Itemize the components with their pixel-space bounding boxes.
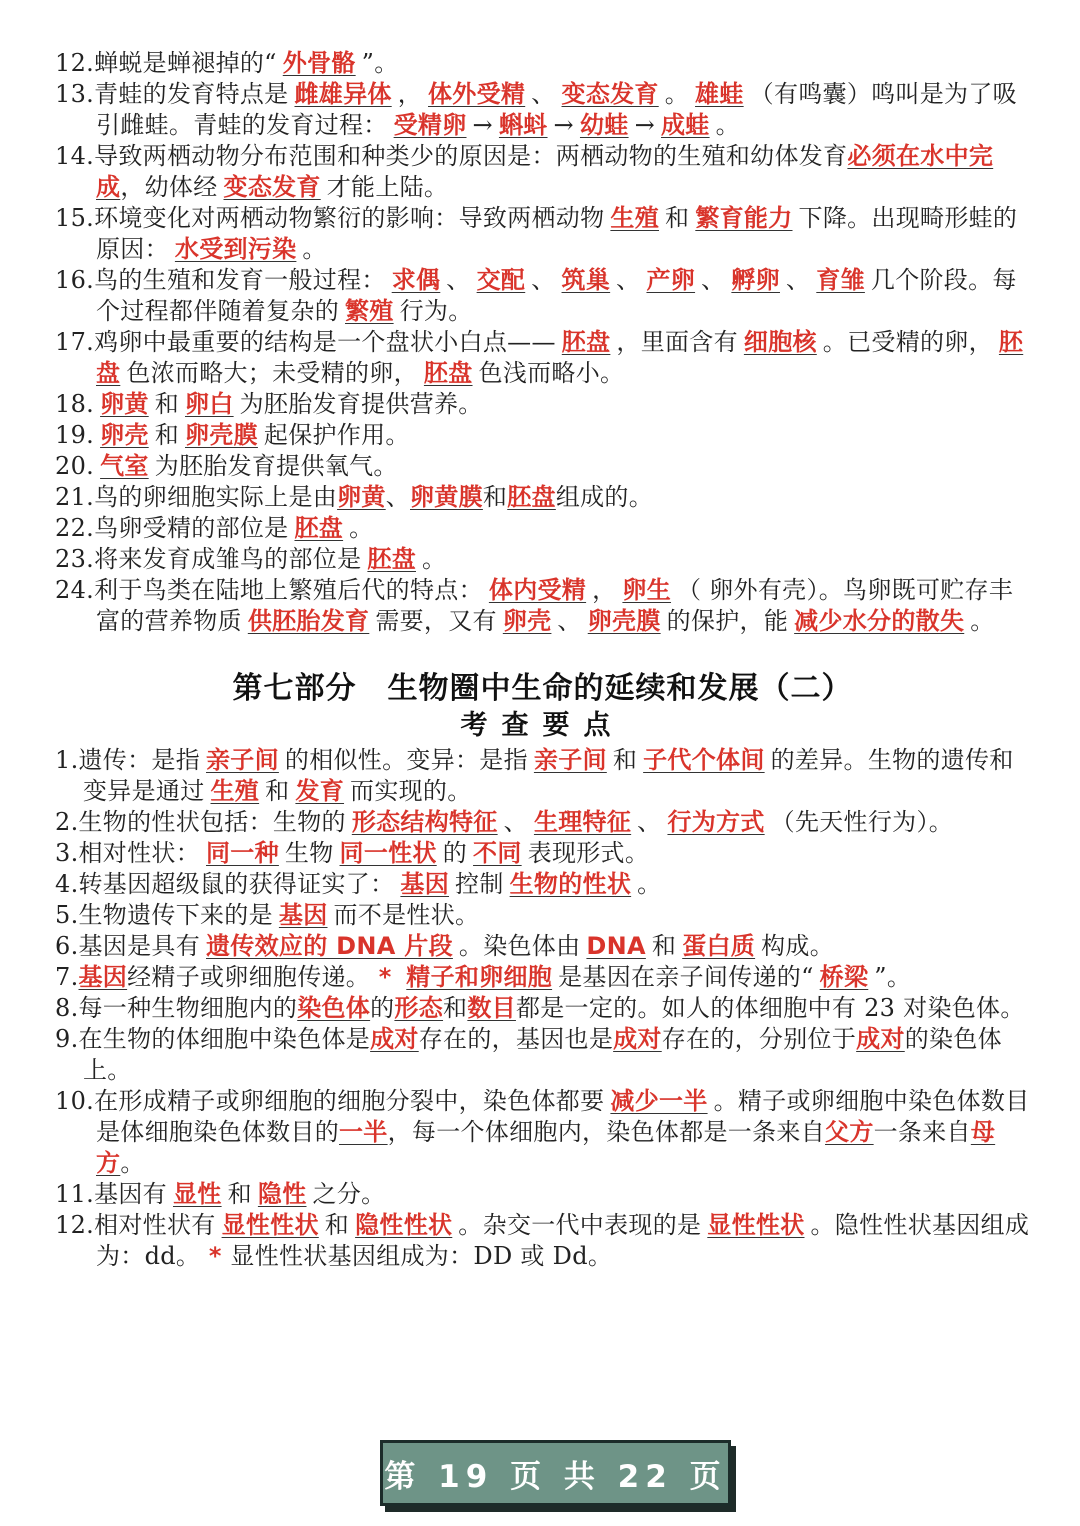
item-text: 、 (531, 80, 556, 108)
item-text: 控制 (455, 870, 504, 898)
item-number: 4. (55, 870, 79, 898)
item-text: 和 (482, 483, 508, 511)
answer-fill: 繁育能力 (695, 204, 793, 232)
item-text: ，里面含有 (616, 328, 738, 356)
item-text: 之分。 (312, 1180, 386, 1208)
list-item (55, 575, 1030, 637)
answer-fill: 基因 (400, 870, 450, 898)
answer-fill: 成蛙 (661, 111, 710, 139)
list-item (55, 48, 1030, 79)
item-text: 。 (120, 1149, 145, 1177)
item-text: 蝉蜕是蝉褪掉的“ (94, 49, 277, 77)
list-item (55, 807, 1030, 838)
item-number: 7. (55, 963, 79, 991)
list-item (55, 869, 1030, 900)
answer-fill: 隐性性状 (355, 1211, 453, 1239)
list-item (55, 1210, 1030, 1272)
list-item (55, 838, 1030, 869)
answer-fill: 卵白 (185, 390, 234, 418)
item-text: ， (397, 80, 422, 108)
star-marker: * (200, 1242, 231, 1270)
item-number: 11. (55, 1180, 95, 1208)
item-text: 和 (443, 994, 468, 1022)
item-text: 都是一定的。如人的体细胞中有 23 对染色体。 (515, 994, 1025, 1022)
answer-fill: 同一种 (206, 839, 279, 867)
answer-fill: 不同 (473, 839, 522, 867)
item-text: 和 (154, 421, 179, 449)
answer-fill: 繁殖 (345, 297, 394, 325)
list-item (55, 962, 1030, 993)
item-text: 在生物的体细胞中染色体是 (78, 1025, 371, 1053)
page-number-badge: 第 19 页 共 22 页 (380, 1440, 731, 1506)
item-number: 19. (55, 421, 95, 449)
answer-fill: 同一性状 (339, 839, 437, 867)
item-text: 导致两栖动物分布范围和种类少的原因是：两栖动物的生殖和幼体发育 (94, 142, 848, 170)
item-text: 和 (154, 390, 179, 418)
item-number: 2. (55, 808, 79, 836)
item-text: 存在的，分别位于 (661, 1025, 857, 1053)
item-text: 的保护，能 (666, 607, 789, 635)
item-text: 才能上陆。 (326, 173, 449, 201)
item-number: 13. (55, 80, 95, 108)
item-text: 、 (616, 266, 641, 294)
item-text: 。已受精的卵， (822, 328, 993, 356)
list-item (55, 482, 1030, 513)
item-text: 鸡卵中最重要的结构是一个盘状小白点—— (94, 328, 556, 356)
answer-fill: 幼蛙 (579, 111, 629, 139)
item-text: 和 (324, 1211, 350, 1239)
item-text: 和 (612, 746, 638, 774)
answer-fill: 供胚胎发育 (247, 607, 370, 635)
answer-fill: 胚盘 (561, 328, 611, 356)
answer-fill: 显性 (172, 1180, 222, 1208)
section-title: 第七部分 生物圈中生命的延续和发展（二） (232, 671, 853, 706)
list-item (55, 265, 1030, 327)
item-text: 、 (637, 808, 662, 836)
answer-fill: 显性性状 (221, 1211, 319, 1239)
answer-fill: 显性性状 (707, 1211, 805, 1239)
item-text: 构成。 (761, 932, 835, 960)
item-number: 22. (55, 514, 95, 542)
answer-fill: 形态结构特征 (351, 808, 498, 836)
answer-fill: 生理特征 (533, 808, 632, 836)
item-text: ，幼体经 (120, 173, 218, 201)
item-text: 、 (446, 266, 471, 294)
answer-fill: 产卵 (646, 266, 696, 294)
answer-fill: 水受到污染 (174, 235, 297, 263)
list-item (55, 745, 1030, 807)
answer-fill: 母方 (96, 1118, 996, 1177)
item-text: 生物 (284, 839, 334, 867)
item-text: ”。 (361, 49, 399, 77)
answer-fill: 基因 (78, 963, 128, 991)
item-text: 利于鸟类在陆地上繁殖后代的特点： (94, 576, 483, 604)
answer-fill: 行为方式 (667, 808, 765, 836)
item-text: 。 (349, 514, 374, 542)
item-text: 、 (531, 266, 556, 294)
list-item (55, 1024, 1030, 1086)
answer-fill: 成对 (856, 1025, 905, 1053)
answer-fill: 精子和卵细胞 (406, 963, 553, 991)
answer-fill: 卵黄 (100, 390, 149, 418)
answer-fill: 体外受精 (428, 80, 526, 108)
item-text: 基因是具有 (78, 932, 200, 960)
item-text: 生物遗传下来的是 (78, 901, 273, 929)
item-text: → (472, 111, 493, 139)
answer-fill: 数目 (467, 994, 516, 1022)
answer-fill: 卵壳 (100, 421, 149, 449)
answer-fill: 蛋白质 (682, 932, 756, 960)
answer-fill: 生殖 (610, 204, 659, 232)
item-text: 。隐性性状基因组成为：dd。 (96, 1211, 1030, 1270)
item-text: 鸟卵受精的部位是 (94, 514, 289, 542)
item-text: 表现形式。 (527, 839, 650, 867)
answer-fill: 求偶 (391, 266, 441, 294)
item-text: 、 (557, 607, 582, 635)
answer-fill: 蝌蚪 (498, 111, 548, 139)
answer-fill: 受精卵 (393, 111, 467, 139)
answer-fill: 卵壳膜 (587, 607, 661, 635)
answer-fill: 子代个体间 (643, 746, 765, 774)
item-text: 的差异。生物的遗传和变异是通过 (83, 746, 1014, 805)
list-item (55, 900, 1030, 931)
answer-fill: 父方 (825, 1118, 874, 1146)
item-text: 鸟的卵细胞实际上是由 (94, 483, 338, 511)
answer-fill: 育雏 (816, 266, 865, 294)
list-item (55, 931, 1030, 962)
item-text: 。 (637, 870, 662, 898)
content-area (55, 48, 1030, 1272)
part7-item-list (55, 745, 1030, 1272)
item-number: 18. (55, 390, 95, 418)
answer-fill: 卵壳 (502, 607, 552, 635)
answer-fill: 卵壳膜 (185, 421, 258, 449)
item-number: 24. (55, 576, 95, 604)
item-text: 为胚胎发育提供氧气。 (154, 452, 398, 480)
item-text: 、 (701, 266, 726, 294)
answer-fill: 交配 (476, 266, 526, 294)
item-text: （先天性行为）。 (770, 808, 954, 836)
item-number: 15. (55, 204, 95, 232)
answer-fill: 成对 (613, 1025, 662, 1053)
item-text: 和 (665, 204, 690, 232)
item-text: 环境变化对两栖动物繁衍的影响：导致两栖动物 (94, 204, 605, 232)
list-item (55, 544, 1030, 575)
item-number: 6. (55, 932, 79, 960)
item-number: 5. (55, 901, 79, 929)
item-number: 17. (55, 328, 95, 356)
item-text: 存在的，基因也是 (418, 1025, 614, 1053)
item-text: 每一种生物细胞内的 (78, 994, 298, 1022)
item-text: 、 (503, 808, 528, 836)
answer-fill: 必须在水中完成 (96, 142, 994, 201)
item-text: 的 (442, 839, 468, 867)
star-marker: * (370, 963, 401, 991)
list-item (55, 1086, 1030, 1179)
answer-fill: 雄蛙 (695, 80, 744, 108)
answer-fill: DNA (586, 932, 646, 960)
item-text: 。 (715, 111, 740, 139)
item-text: 将来发育成雏鸟的部位是 (94, 545, 362, 573)
answer-fill: 胚盘 (294, 514, 344, 542)
item-text: ”。 (874, 963, 912, 991)
section-subtitle: 考查要点 (460, 710, 625, 741)
item-text: 的相似性。变异：是指 (284, 746, 528, 774)
answer-fill: 亲子间 (533, 746, 607, 774)
item-text: 。 (302, 235, 327, 263)
answer-fill: 变态发育 (561, 80, 659, 108)
answer-fill: 胚盘 (507, 483, 556, 511)
item-text: 显性性状基因组成为：DD 或 Dd。 (230, 1242, 613, 1270)
item-text: 下降。出现畸形蛙的原因： (96, 204, 1018, 263)
item-text: 。 (664, 80, 690, 108)
item-text: 而不是性状。 (333, 901, 480, 929)
answer-fill: 一半 (339, 1118, 388, 1146)
item-text: 色浓而略大；未受精的卵， (126, 359, 418, 387)
item-number: 14. (55, 142, 95, 170)
item-number: 16. (55, 266, 95, 294)
item-text: 、 (785, 266, 811, 294)
answer-fill: 亲子间 (206, 746, 279, 774)
answer-fill: 气室 (100, 452, 149, 480)
answer-fill: 胚盘 (367, 545, 416, 573)
answer-fill: 减少水分的散失 (794, 607, 965, 635)
answer-fill: 外骨骼 (282, 49, 356, 77)
item-number: 3. (55, 839, 79, 867)
item-text: 相对性状： (78, 839, 200, 867)
answer-fill: 变态发育 (223, 173, 321, 201)
answer-fill: 体内受精 (488, 576, 587, 604)
item-text: 和 (227, 1180, 252, 1208)
answer-fill: 形态 (394, 994, 444, 1022)
list-item (55, 451, 1030, 482)
item-number: 21. (55, 483, 95, 511)
answer-fill: 生殖 (210, 777, 260, 805)
item-number: 1. (55, 746, 79, 774)
item-number: 9. (55, 1025, 79, 1053)
part6-item-list (55, 48, 1030, 637)
item-text: 和 (265, 777, 290, 805)
answer-fill: 卵黄膜 (410, 483, 483, 511)
item-text: → (634, 111, 655, 139)
answer-fill: 减少一半 (610, 1087, 708, 1115)
list-item (55, 1179, 1030, 1210)
answer-fill: 发育 (295, 777, 345, 805)
item-text: 需要，又有 (375, 607, 497, 635)
answer-fill: 成对 (370, 1025, 419, 1053)
list-item (55, 420, 1030, 451)
list-item (55, 389, 1030, 420)
item-text: 组成的。 (555, 483, 654, 511)
item-number: 8. (55, 994, 79, 1022)
list-item (55, 327, 1030, 389)
item-text: 转基因超级鼠的获得证实了： (78, 870, 395, 898)
item-text: 为胚胎发育提供营养。 (239, 390, 483, 418)
list-item (55, 203, 1030, 265)
item-number: 12. (55, 1211, 95, 1239)
list-item (55, 141, 1030, 203)
answer-fill: 细胞核 (743, 328, 817, 356)
answer-fill: 胚盘 (423, 359, 473, 387)
item-text: 青蛙的发育特点是 (94, 80, 289, 108)
answer-fill: 雌雄异体 (294, 80, 392, 108)
item-text: 的 (370, 994, 395, 1022)
item-text: 一条来自 (873, 1118, 971, 1146)
answer-fill: 基因 (278, 901, 328, 929)
item-text: 、 (385, 483, 410, 511)
item-number: 12. (55, 49, 95, 77)
item-text: 经精子或卵细胞传递。 (127, 963, 371, 991)
item-text: ， (592, 576, 617, 604)
answer-fill: 孵卵 (731, 266, 780, 294)
answer-fill: 隐性 (257, 1180, 307, 1208)
item-text: 是基因在亲子间传递的“ (558, 963, 814, 991)
list-item (55, 513, 1030, 544)
item-number: 20. (55, 452, 95, 480)
item-text: ，每一个体细胞内，染色体都是一条来自 (387, 1118, 826, 1146)
item-number: 10. (55, 1087, 95, 1115)
item-text: 遗传：是指 (78, 746, 200, 774)
answer-fill: 卵生 (622, 576, 672, 604)
item-text: 鸟的生殖和发育一般过程： (94, 266, 386, 294)
item-text: 。精子或卵细胞中染色体数目是体细胞染色体数目的 (96, 1087, 1030, 1146)
item-text: → (553, 111, 574, 139)
answer-fill: 胚盘 (96, 328, 1024, 387)
item-text: 。 (970, 607, 995, 635)
item-text: 。染色体由 (458, 932, 581, 960)
item-text: （有鸣囊）鸣叫是为了吸引雌蛙。青蛙的发育过程： (96, 80, 1017, 139)
item-text: 。杂交一代中表现的是 (458, 1211, 702, 1239)
item-text: 基因有 (94, 1180, 167, 1208)
item-text: 。 (422, 545, 447, 573)
answer-fill: 卵黄 (337, 483, 386, 511)
answer-fill: 遗传效应的 DNA 片段 (206, 932, 453, 960)
item-text: 行为。 (399, 297, 473, 325)
item-text: （ 卵外有壳）。鸟卵既可贮存丰富的营养物质 (96, 576, 1014, 635)
item-text: 和 (651, 932, 677, 960)
list-item (55, 79, 1030, 141)
item-text: 在形成精子或卵细胞的细胞分裂中，染色体都要 (94, 1087, 605, 1115)
item-text: 色浅而略小。 (478, 359, 625, 387)
item-text: 而实现的。 (350, 777, 472, 805)
item-text: 生物的性状包括：生物的 (78, 808, 346, 836)
item-number: 23. (55, 545, 95, 573)
answer-fill: 桥梁 (819, 963, 869, 991)
item-text: 的染色体上。 (83, 1025, 1002, 1084)
list-item (55, 993, 1030, 1024)
answer-fill: 筑巢 (561, 266, 611, 294)
answer-fill: 染色体 (297, 994, 371, 1022)
item-text: 几个阶段。每个过程都伴随着复杂的 (96, 266, 1017, 325)
item-text: 相对性状有 (94, 1211, 216, 1239)
answer-fill: 生物的性状 (509, 870, 632, 898)
item-text: 起保护作用。 (263, 421, 410, 449)
